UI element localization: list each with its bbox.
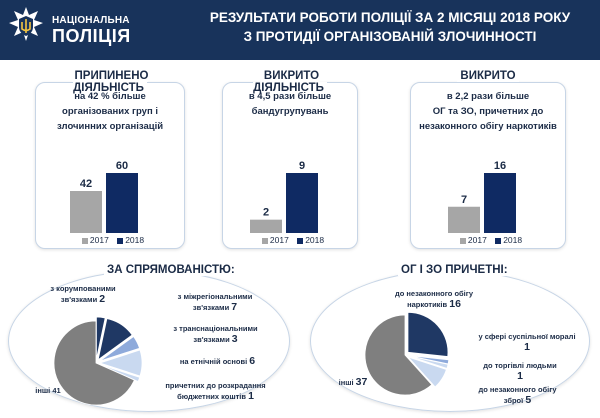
legend-label-2017: 2017: [467, 235, 487, 245]
card1-desc-line: організованих груп і: [62, 106, 158, 117]
pie2-label-value: 16: [449, 298, 461, 310]
pie1-label-value: 7: [231, 301, 238, 313]
bar-value-label: 16: [493, 160, 507, 172]
pie1-label-text: зв'язками: [192, 303, 230, 312]
brand-top: НАЦІОНАЛЬНА: [52, 15, 130, 26]
legend-label-2018: 2018: [125, 235, 145, 245]
card3-desc-line: в 2,2 рази більше: [446, 91, 530, 102]
pie2-label-value: 5: [525, 394, 532, 406]
bar-value-label: 9: [298, 160, 306, 172]
page-title-line2: З ПРОТИДІЇ ОРГАНІЗОВАНІЙ ЗЛОЧИННОСТІ: [243, 29, 537, 44]
pie2-label-other: [328, 377, 378, 388]
card1-desc-line: на 42 % більше: [74, 91, 146, 102]
involved-section-title: ОГ І ЗО ПРИЧЕТНІ:: [398, 264, 511, 276]
pie2-label-text: до незаконного обігу: [394, 289, 474, 298]
pie2-label-text: зброї: [503, 396, 524, 405]
pie1-label-value: 41: [52, 386, 61, 395]
pie-slice: [408, 312, 448, 356]
brand-bottom: ПОЛІЦІЯ: [52, 26, 131, 46]
bar-value-label: 60: [115, 160, 129, 172]
legend-label-2017: 2017: [269, 235, 289, 245]
pie2-label-text: у сфері суспільної моралі: [478, 332, 576, 341]
card2-desc-line: бандугрупувань: [251, 106, 329, 117]
pie1-label-value: 3: [231, 333, 238, 345]
pie2-label-text: наркотиків: [407, 300, 448, 309]
direction-section-title: ЗА СПРЯМОВАНІСТЮ:: [104, 264, 238, 276]
card2-desc-line: в 4,5 рази більше: [248, 91, 332, 102]
pie2-label-value: 1: [517, 370, 523, 382]
card3-desc-line: незаконного обігу наркотиків: [419, 121, 557, 132]
pie1-label-text: зв'язками: [60, 295, 98, 304]
pie1-label-text: причетних до розкрадання: [165, 381, 266, 390]
pie2-label-value: 37: [355, 376, 368, 388]
bar-value-label: 42: [79, 178, 93, 190]
bar-value-label: 7: [460, 193, 468, 206]
legend-label-2018: 2018: [305, 235, 325, 245]
pie2-label-text: до торгівлі людьми: [483, 361, 557, 370]
pie2-label-morality: [472, 331, 582, 353]
pie2-label-text: інші: [338, 378, 354, 387]
pie1-label-value: 2: [99, 293, 106, 305]
legend-label-2018: 2018: [503, 235, 523, 245]
card3-desc-line: ОГ та ЗО, причетних до: [432, 106, 544, 117]
card1-title: ПРИПИНЕНО ДІЯЛЬНІСТЬ: [73, 70, 149, 94]
page-title-line1: РЕЗУЛЬТАТИ РОБОТИ ПОЛІЦІЇ ЗА 2 МІСЯЦІ 2018 РОКУ: [209, 10, 571, 25]
pie1-label-text: з корумпованими: [50, 284, 116, 293]
pie1-label-text: з транснаціональними: [173, 324, 258, 333]
card2-title: ВИКРИТО ДІЯЛЬНІСТЬ: [253, 70, 327, 94]
pie1-label-text: зв'язками: [193, 335, 230, 344]
legend-label-2017: 2017: [89, 235, 109, 245]
pie1-label-value: 1: [248, 390, 254, 402]
pie1-label-text: інші: [35, 386, 51, 395]
card1-desc-line: злочинних організацій: [56, 121, 164, 132]
pie2-label-trafficking: [470, 360, 570, 382]
pie1-label-text: на етнічній основі: [179, 357, 248, 366]
pie2-label-drugs: [384, 288, 484, 310]
pie1-label-text: з міжрегіональними: [177, 292, 253, 301]
bar-value-label: 2: [262, 206, 270, 219]
card3-title: ВИКРИТО: [457, 70, 518, 82]
pie2-label-text: до незаконного обігу: [478, 385, 557, 394]
pie2-label-value: 1: [524, 341, 530, 353]
pie2-label-weapons: [470, 384, 565, 406]
pie1-label-text: бюджетних коштів: [177, 392, 246, 401]
pie1-label-value: 6: [249, 355, 256, 367]
